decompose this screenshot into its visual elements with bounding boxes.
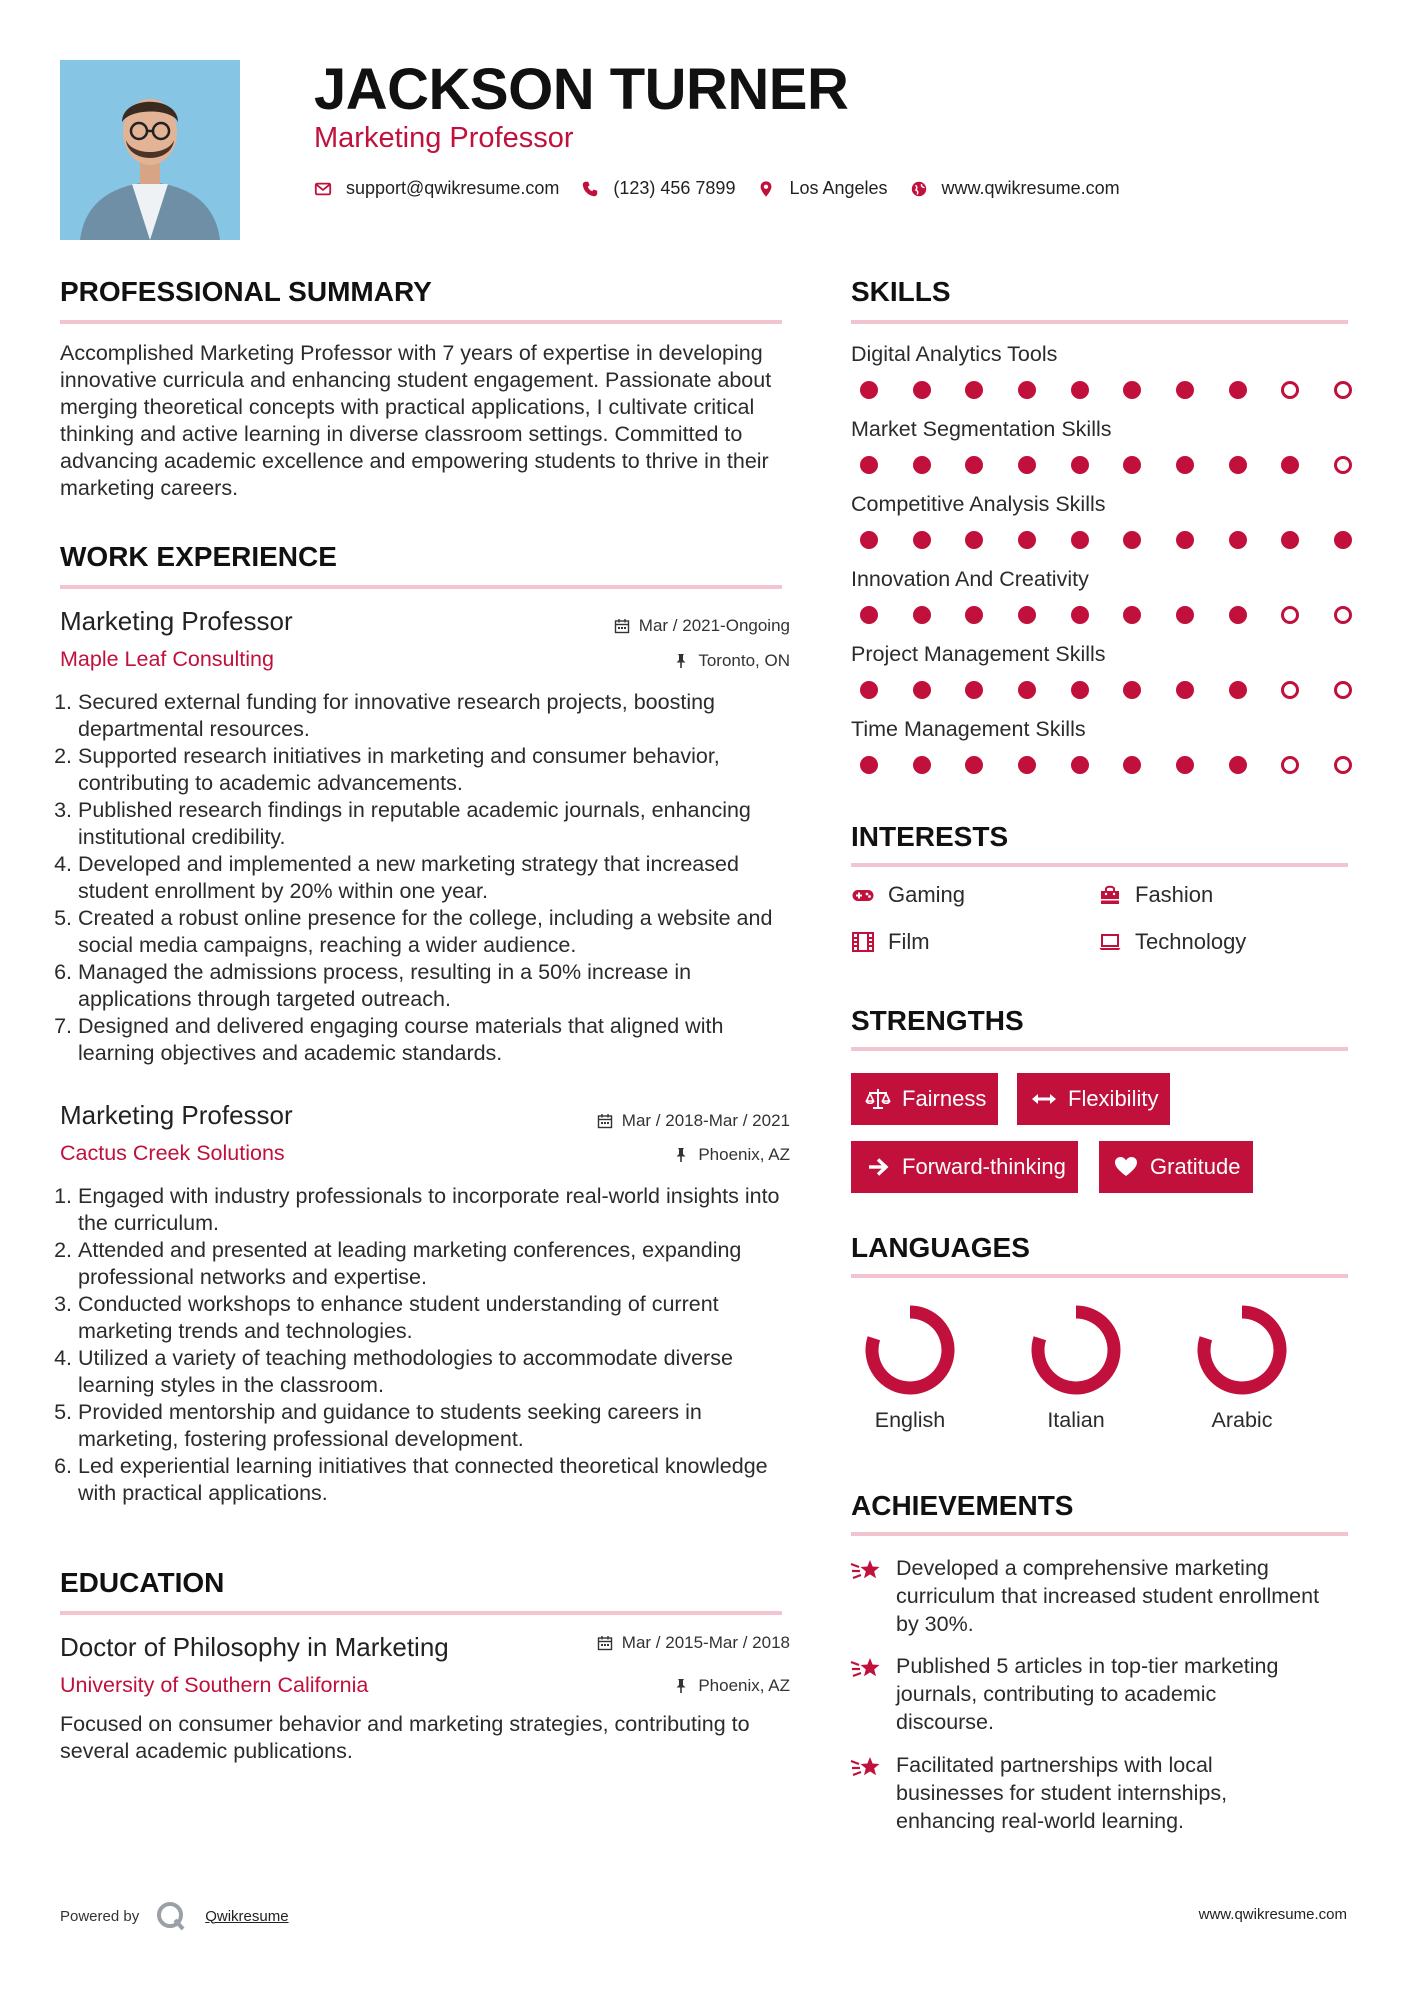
section-divider xyxy=(60,1611,782,1615)
interest-label: Gaming xyxy=(888,882,966,907)
skill-dot-filled xyxy=(965,756,983,774)
list-item: 4. Developed and implemented a new marketing strategy that increased student enrollment by 20% within one year. xyxy=(78,851,790,905)
film-icon xyxy=(851,930,875,954)
skill-dot-filled xyxy=(1018,531,1036,549)
footer-url[interactable]: www.qwikresume.com xyxy=(1198,1906,1347,1923)
job-location-text: Phoenix, AZ xyxy=(698,1145,790,1164)
section-heading-achievements: ACHIEVEMENTS xyxy=(851,1490,1074,1521)
job-dates-text: Mar / 2018-Mar / 2021 xyxy=(621,1111,790,1130)
location-text: Los Angeles xyxy=(789,178,888,198)
job-title: Marketing Professor xyxy=(60,1100,293,1130)
skill-dot-empty xyxy=(1334,606,1352,624)
candidate-name: JACKSON TURNER xyxy=(314,57,849,122)
education-description: Focused on consumer behavior and marketing strategies, contributing to several academic publications. xyxy=(60,1712,750,1763)
skill-dot-filled xyxy=(913,381,931,399)
calendar-icon xyxy=(614,618,630,634)
section-divider xyxy=(851,863,1348,867)
skill-dot-filled xyxy=(1334,531,1352,549)
footer-powered-by xyxy=(60,1900,289,1932)
list-item: 5. Provided mentorship and guidance to students seeking careers in marketing, fostering professional development. xyxy=(78,1399,790,1453)
language-name: English xyxy=(874,1408,946,1432)
skill-dot-filled xyxy=(860,681,878,699)
contact-row xyxy=(314,178,1142,199)
skill-dot-empty xyxy=(1281,606,1299,624)
skill-dot-filled xyxy=(1176,681,1194,699)
skill-name: Digital Analytics Tools xyxy=(851,342,1058,366)
section-heading-skills: SKILLS xyxy=(851,276,951,307)
skill-dot-filled xyxy=(1176,531,1194,549)
skill-dot-filled xyxy=(860,531,878,549)
skill-name: Innovation And Creativity xyxy=(851,567,1089,591)
skill-dot-filled xyxy=(1071,456,1089,474)
strength-label: Forward-thinking xyxy=(902,1154,1066,1179)
skill-dot-filled xyxy=(965,681,983,699)
achievement-item xyxy=(850,1652,1320,1736)
shopping-bag-icon xyxy=(1098,883,1122,907)
interest-label: Technology xyxy=(1135,929,1247,954)
strength-label: Gratitude xyxy=(1150,1154,1241,1179)
person-portrait-icon xyxy=(60,60,240,240)
skill-name: Project Management Skills xyxy=(851,642,1106,666)
interest-fashion xyxy=(1098,882,1213,908)
section-heading-interests: INTERESTS xyxy=(851,821,1009,852)
skill-dot-filled xyxy=(1018,381,1036,399)
brand-link[interactable]: Qwikresume xyxy=(205,1907,289,1925)
calendar-icon xyxy=(597,1113,613,1129)
achievement-item xyxy=(850,1554,1320,1638)
balance-scale-icon xyxy=(865,1086,891,1112)
section-divider xyxy=(60,585,782,589)
list-item: 1. Secured external funding for innovative research projects, boosting departmental resources. xyxy=(78,689,790,743)
skill-rating xyxy=(860,381,1352,401)
shooting-star-icon xyxy=(850,1556,882,1586)
skill-dot-filled xyxy=(1229,681,1247,699)
language-proficiency-ring xyxy=(1028,1302,1124,1398)
skill-dot-filled xyxy=(1018,756,1036,774)
phone-icon xyxy=(581,180,599,198)
shooting-star-icon xyxy=(850,1753,882,1783)
skill-dot-filled xyxy=(1123,531,1141,549)
section-heading-experience: WORK EXPERIENCE xyxy=(60,541,337,572)
section-divider xyxy=(851,1047,1348,1051)
contact-website[interactable] xyxy=(910,178,1120,199)
language-name: Italian xyxy=(1047,1408,1105,1432)
phone-text: (123) 456 7899 xyxy=(613,178,736,198)
skill-dot-filled xyxy=(1281,531,1299,549)
skill-dot-filled xyxy=(1229,381,1247,399)
skill-dot-filled xyxy=(1281,456,1299,474)
job-bullets xyxy=(60,689,790,1067)
skill-dot-empty xyxy=(1281,381,1299,399)
job-bullets xyxy=(60,1183,790,1507)
interest-gaming xyxy=(851,882,965,908)
powered-by-text: Powered by xyxy=(60,1907,140,1925)
list-item: 3. Conducted workshops to enhance student understanding of current marketing trends and technologies. xyxy=(78,1291,790,1345)
skill-dot-filled xyxy=(1123,606,1141,624)
list-item: 1. Engaged with industry professionals to incorporate real-world insights into the curriculum. xyxy=(78,1183,790,1237)
job-location xyxy=(440,651,790,671)
job-dates xyxy=(440,1111,790,1131)
interest-label: Fashion xyxy=(1135,882,1214,907)
pushpin-icon xyxy=(673,653,689,669)
skill-dot-filled xyxy=(1071,756,1089,774)
skill-dot-filled xyxy=(1229,756,1247,774)
calendar-icon xyxy=(597,1635,613,1651)
skill-name: Competitive Analysis Skills xyxy=(851,492,1106,516)
envelope-icon xyxy=(314,180,332,198)
education-dates xyxy=(440,1633,790,1653)
skill-dot-empty xyxy=(1281,681,1299,699)
skill-dot-filled xyxy=(965,381,983,399)
list-item: 2. Attended and presented at leading marketing conferences, expanding professional networks and expertise. xyxy=(78,1237,790,1291)
section-divider xyxy=(60,320,782,324)
skill-dot-filled xyxy=(1229,531,1247,549)
skill-name: Market Segmentation Skills xyxy=(851,417,1112,441)
contact-phone[interactable] xyxy=(581,178,735,199)
skill-dot-filled xyxy=(860,606,878,624)
education-location-text: Phoenix, AZ xyxy=(698,1676,790,1695)
job-location-text: Toronto, ON xyxy=(698,651,790,670)
skill-dot-filled xyxy=(860,756,878,774)
strength-badge xyxy=(1017,1073,1170,1125)
strength-label: Flexibility xyxy=(1068,1086,1159,1111)
skill-dot-filled xyxy=(1176,456,1194,474)
skill-dot-filled xyxy=(1018,681,1036,699)
interest-film xyxy=(851,929,930,955)
pushpin-icon xyxy=(673,1147,689,1163)
skill-dot-filled xyxy=(1018,456,1036,474)
skill-dot-filled xyxy=(1071,381,1089,399)
skill-dot-filled xyxy=(913,606,931,624)
skill-dot-empty xyxy=(1281,756,1299,774)
skill-dot-filled xyxy=(1018,606,1036,624)
education-location xyxy=(440,1676,790,1696)
education-dates-text: Mar / 2015-Mar / 2018 xyxy=(621,1633,790,1652)
job-company: Cactus Creek Solutions xyxy=(60,1141,285,1165)
skill-rating xyxy=(860,756,1352,776)
skill-dot-filled xyxy=(1176,381,1194,399)
list-item: 3. Published research findings in reputable academic journals, enhancing institutional credibility. xyxy=(78,797,790,851)
achievement-text: Developed a comprehensive marketing curriculum that increased student enrollment by 30%. xyxy=(896,1556,1320,1636)
skill-rating xyxy=(860,456,1352,476)
skill-rating xyxy=(860,681,1352,701)
job-location xyxy=(440,1145,790,1165)
section-heading-education: EDUCATION xyxy=(60,1567,225,1598)
skill-dot-filled xyxy=(1123,756,1141,774)
globe-icon xyxy=(910,180,928,198)
section-divider xyxy=(851,1274,1348,1278)
map-marker-icon xyxy=(757,180,775,198)
school-name: University of Southern California xyxy=(60,1673,369,1697)
candidate-title: Marketing Professor xyxy=(314,122,574,154)
language-proficiency-ring xyxy=(1194,1302,1290,1398)
skill-dot-empty xyxy=(1334,756,1352,774)
language-item xyxy=(1011,1302,1141,1433)
interest-label: Film xyxy=(888,929,930,954)
degree-title: Doctor of Philosophy in Marketing xyxy=(60,1632,449,1662)
section-heading-languages: LANGUAGES xyxy=(851,1232,1030,1263)
strength-badge xyxy=(851,1073,998,1125)
strength-label: Fairness xyxy=(902,1086,987,1111)
arrow-right-icon xyxy=(865,1154,891,1180)
achievement-item xyxy=(850,1751,1320,1835)
job-dates-text: Mar / 2021-Ongoing xyxy=(638,616,790,635)
heart-icon xyxy=(1113,1154,1139,1180)
list-item: 5. Created a robust online presence for the college, including a website and social media campaigns, reaching a wider audience. xyxy=(78,905,790,959)
section-heading-summary: PROFESSIONAL SUMMARY xyxy=(60,276,432,307)
website-text: www.qwikresume.com xyxy=(941,178,1120,198)
skill-name: Time Management Skills xyxy=(851,717,1086,741)
language-item xyxy=(845,1302,975,1433)
skill-dot-empty xyxy=(1334,681,1352,699)
laptop-icon xyxy=(1098,930,1122,954)
profile-photo xyxy=(60,60,240,240)
list-item: 2. Supported research initiatives in marketing and consumer behavior, contributing to academic advancements. xyxy=(78,743,790,797)
skill-dot-filled xyxy=(860,381,878,399)
skill-dot-filled xyxy=(1176,606,1194,624)
skill-dot-empty xyxy=(1334,381,1352,399)
contact-email[interactable] xyxy=(314,178,559,199)
interest-technology xyxy=(1098,929,1246,955)
skill-rating xyxy=(860,531,1352,551)
skill-dot-filled xyxy=(913,456,931,474)
qwikresume-logo-icon xyxy=(155,1900,187,1932)
skill-dot-filled xyxy=(913,531,931,549)
section-heading-strengths: STRENGTHS xyxy=(851,1005,1024,1036)
skill-dot-filled xyxy=(1176,756,1194,774)
list-item: 7. Designed and delivered engaging course materials that aligned with learning objectives and academic standards. xyxy=(78,1013,790,1067)
skill-dot-filled xyxy=(913,681,931,699)
skill-rating xyxy=(860,606,1352,626)
strength-badge xyxy=(1099,1141,1253,1193)
list-item: 6. Managed the admissions process, resulting in a 50% increase in applications through targeted outreach. xyxy=(78,959,790,1013)
language-item xyxy=(1177,1302,1307,1433)
gamepad-icon xyxy=(851,883,875,907)
shooting-star-icon xyxy=(850,1654,882,1684)
skill-dot-filled xyxy=(1229,456,1247,474)
skill-dot-filled xyxy=(1071,606,1089,624)
summary-text: Accomplished Marketing Professor with 7 years of expertise in developing innovative curricula and enhancing student engagement. Passionate about merging theoretical concepts with practical applications, I cultivate critical thinking and active learning in diverse classroom settings. Committed to advancing academic excellence and empowering students to thrive in their marketing careers. xyxy=(60,341,772,500)
job-dates xyxy=(440,616,790,636)
language-name: Arabic xyxy=(1211,1408,1273,1432)
strength-badge xyxy=(851,1141,1078,1193)
pushpin-icon xyxy=(673,1678,689,1694)
skill-dot-filled xyxy=(1071,681,1089,699)
skill-dot-filled xyxy=(965,531,983,549)
job-title: Marketing Professor xyxy=(60,606,293,636)
skill-dot-filled xyxy=(1123,381,1141,399)
email-text: support@qwikresume.com xyxy=(346,178,560,198)
section-divider xyxy=(851,1532,1348,1536)
skill-dot-filled xyxy=(965,456,983,474)
skill-dot-filled xyxy=(965,606,983,624)
language-proficiency-ring xyxy=(862,1302,958,1398)
skill-dot-filled xyxy=(1229,606,1247,624)
skill-dot-empty xyxy=(1334,456,1352,474)
section-divider xyxy=(851,320,1348,324)
skill-dot-filled xyxy=(860,456,878,474)
achievement-text: Facilitated partnerships with local businesses for student internships, enhancing real-world learning. xyxy=(896,1753,1228,1833)
skill-dot-filled xyxy=(1123,456,1141,474)
arrows-horizontal-icon xyxy=(1031,1086,1057,1112)
list-item: 6. Led experiential learning initiatives that connected theoretical knowledge with practical applications. xyxy=(78,1453,790,1507)
achievement-text: Published 5 articles in top-tier marketing journals, contributing to academic discourse. xyxy=(896,1654,1279,1734)
list-item: 4. Utilized a variety of teaching methodologies to accommodate diverse learning styles in the classroom. xyxy=(78,1345,790,1399)
skill-dot-filled xyxy=(1123,681,1141,699)
skill-dot-filled xyxy=(1071,531,1089,549)
contact-location xyxy=(757,178,887,199)
job-company: Maple Leaf Consulting xyxy=(60,647,274,671)
skill-dot-filled xyxy=(913,756,931,774)
